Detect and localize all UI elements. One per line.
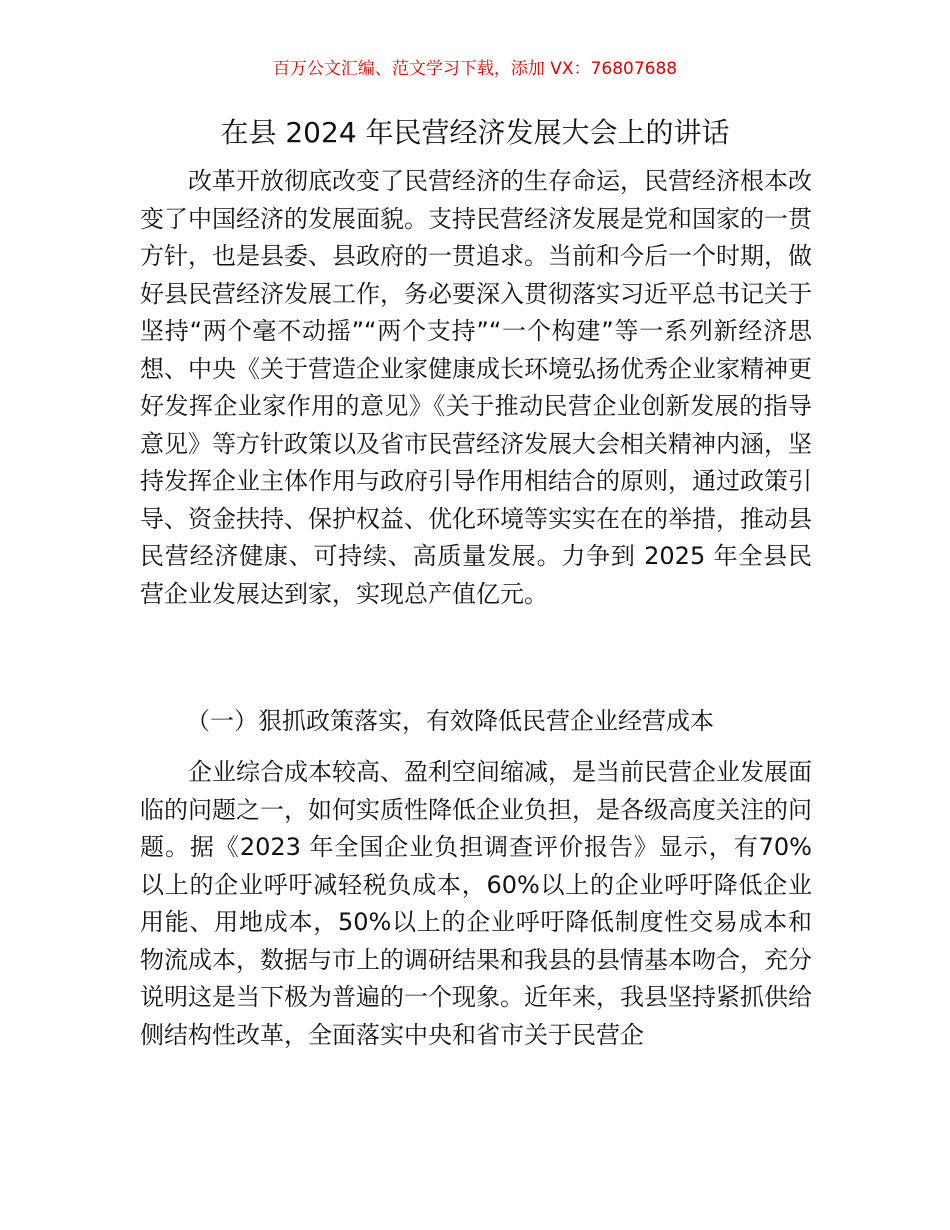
body-paragraph-2: 企业综合成本较高、盈利空间缩减，是当前民营企业发展面临的问题之一，如何实质性降低企业负担，是各级高度关注的问题。据《2023 年全国企业负担调查评价报告》显示，有70%以上的企业呼吁减轻税负成本，60%以上的企业呼吁降低企业用能、用地成本，50%以上的企业呼吁降低制度性交易成本和物流成本，数据与市上的调研结果和我县的县情基本吻合，充分说明这是当下极为普遍的一个现象。近年来，我县坚持紧抓供给侧结构性改革，全面落实中央和省市关于民营企	[140, 758, 812, 1049]
body-paragraph-1: 改革开放彻底改变了民营经济的生存命运，民营经济根本改变了中国经济的发展面貌。支持民营经济发展是党和国家的一贯方针，也是县委、县政府的一贯追求。当前和今后一个时期，做好县民营经济发展工作，务必要深入贯彻落实习近平总书记关于坚持“两个毫不动摇”“两个支持”“一个构建”等一系列新经济思想、中央《关于营造企业家健康成长环境弘扬优秀企业家精神更好发挥企业家作用的意见》《关于推动民营企业创新发展的指导意见》等方针政策以及省市民营经济发展大会相关精神内涵，坚持发挥企业主体作用与政府引导作用相结合的原则，通过政策引导、资金扶持、保护权益、优化环境等实实在在的举措，推动县民营经济健康、可持续、高质量发展。力争到 2025 年全县民营企业发展达到家，实现总产值亿元。	[140, 167, 812, 608]
section-heading: （一）狠抓政策落实，有效降低民营企业经营成本	[186, 707, 714, 735]
document-title: 在县 2024 年民营经济发展大会上的讲话	[220, 116, 730, 149]
promo-header-note: 百万公文汇编、范文学习下载，添加 VX：76807688	[272, 59, 678, 79]
